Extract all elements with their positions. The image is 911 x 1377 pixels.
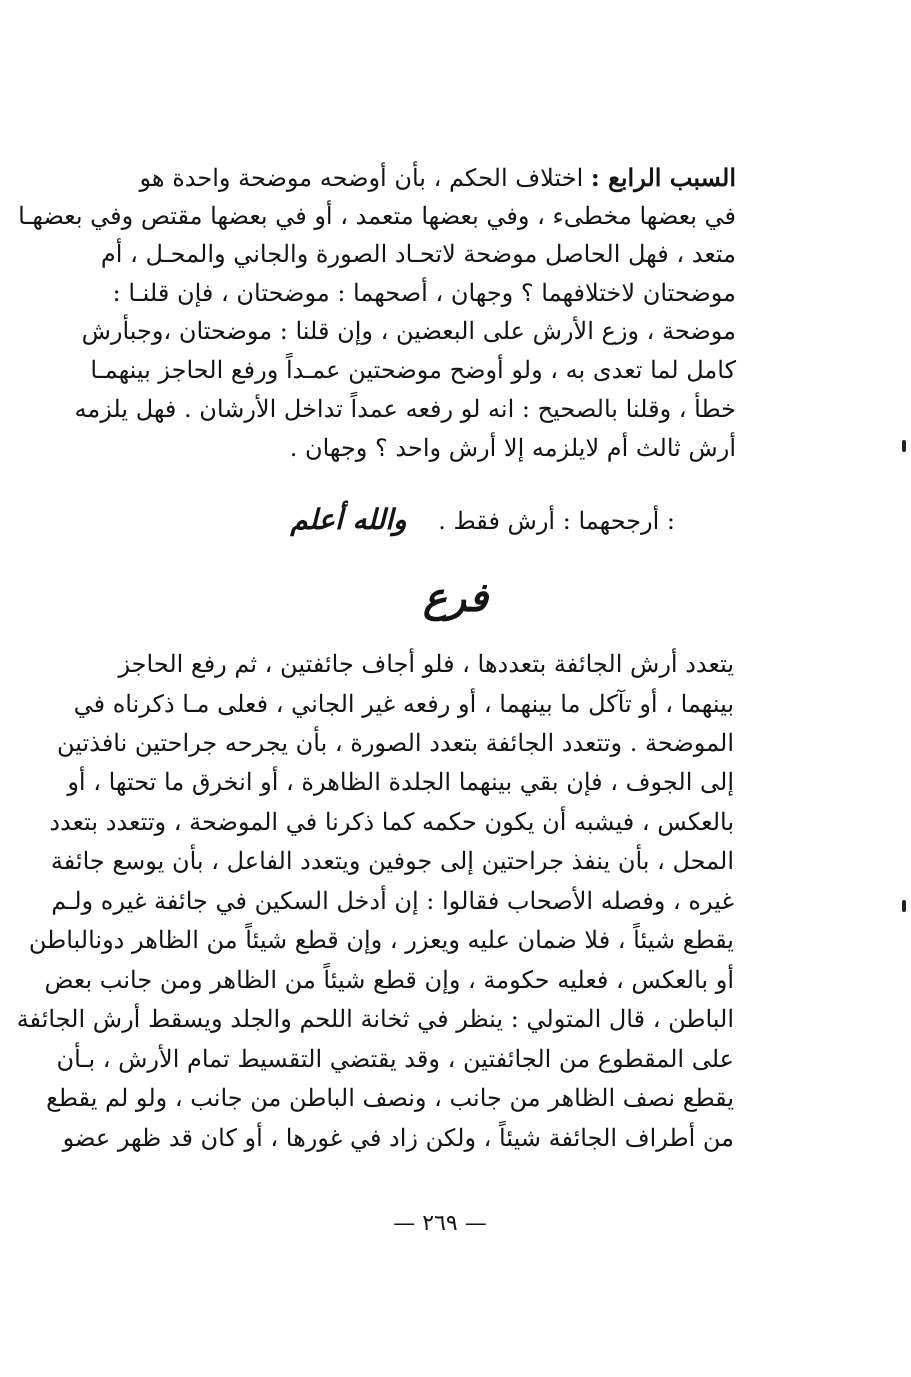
- closing-line: [290, 500, 675, 541]
- section-heading: فرع: [422, 574, 489, 621]
- paragraph-line: في بعضها مخطىء ، وفي بعضها متعمد ، أو في بعضها مقتص وفي بعضهـا: [18, 202, 736, 230]
- paragraph-line: على المقطوع من الجائفتين ، وقد يقتضي التقسيط تمام الأرش ، بـأن: [56, 1045, 734, 1073]
- paragraph-line: كامل لما تعدى به ، ولو أوضح موضحتين عمـداً ورفع الحاجز بينهمـا: [90, 356, 736, 384]
- paragraph-line: غيره ، وفصله الأصحاب فقالوا : إن أدخل السكين في جائفة غيره ولـم: [51, 887, 734, 915]
- section-label: السبب الرابع :: [590, 163, 736, 192]
- paragraph-line: خطأ ، وقلنا بالصحيح : انه لو رفعه عمداً تداخل الأرشان . فهل يلزمه: [74, 395, 736, 423]
- paragraph-line: الموضحة . وتتعدد الجائفة بتعدد الصورة ، بأن يجرحه جراحتين نافذتين: [57, 729, 734, 757]
- paragraph-line: يقطع نصف الظاهر من جانب ، ونصف الباطن من جانب ، ولو لم يقطع: [46, 1084, 734, 1112]
- paragraph-line: يتعدد أرش الجائفة بتعددها ، فلو أجاف جائفتين ، ثم رفع الحاجز: [118, 650, 734, 678]
- scan-mark: [902, 900, 906, 912]
- closing-text: : أرجحهما : أرش فقط .: [438, 507, 675, 535]
- paragraph-line: من أطراف الجائفة شيئاً ، ولكن زاد في غورها ، أو كان قد ظهر عضو: [62, 1124, 734, 1152]
- paragraph-line: موضحتان لاختلافهما ؟ وجهان ، أصحهما : موضحتان ، فإن قلنـا :: [112, 279, 736, 307]
- paragraph-line: بينهما ، أو تآكل ما بينهما ، أو رفعه غير الجاني ، فعلى مـا ذكرناه في: [73, 690, 734, 718]
- paragraph-line: يقطع شيئاً ، فلا ضمان عليه ويعزر ، وإن قطع شيئاً من الظاهر دونالباطن: [28, 926, 734, 954]
- paragraph-line: أرش ثالث أم لايلزمه إلا أرش واحد ؟ وجهان .: [289, 434, 736, 462]
- paragraph-line: [140, 162, 736, 194]
- paragraph-line: أو بالعكس ، فعليه حكومة ، وإن قطع شيئاً من الظاهر ومن جانب بعض: [44, 966, 734, 994]
- section-first-line: اختلاف الحكم ، بأن أوضحه موضحة واحدة هو: [139, 164, 584, 192]
- paragraph-line: بالعكس ، فيشبه أن يكون حكمه كما ذكرنا في الموضحة ، وتتعدد بتعدد: [49, 808, 734, 836]
- paragraph-line: متعد ، فهل الحاصل موضحة لاتحـاد الصورة والجاني والمحـل ، أم: [100, 240, 736, 268]
- page-number: — ٢٦٩ —: [393, 1211, 487, 1236]
- closing-phrase: والله أعلم: [290, 503, 407, 536]
- paragraph-line: إلى الجوف ، فإن بقي بينهما الجلدة الظاهرة ، أو انخرق ما تحتها ، أو: [67, 768, 734, 796]
- paragraph-line: موضحة ، وزع الأرش على البعضين ، وإن قلنا : موضحتان ،وجبأرش: [81, 317, 736, 345]
- paragraph-line: الباطن ، قال المتولي : ينظر في ثخانة اللحم والجلد ويسقط أرش الجائفة: [16, 1005, 734, 1033]
- paragraph-line: المحل ، بأن ينفذ جراحتين إلى جوفين ويتعدد الفاعل ، بأن يوسع جائفة: [50, 847, 734, 875]
- scan-mark: [902, 440, 906, 452]
